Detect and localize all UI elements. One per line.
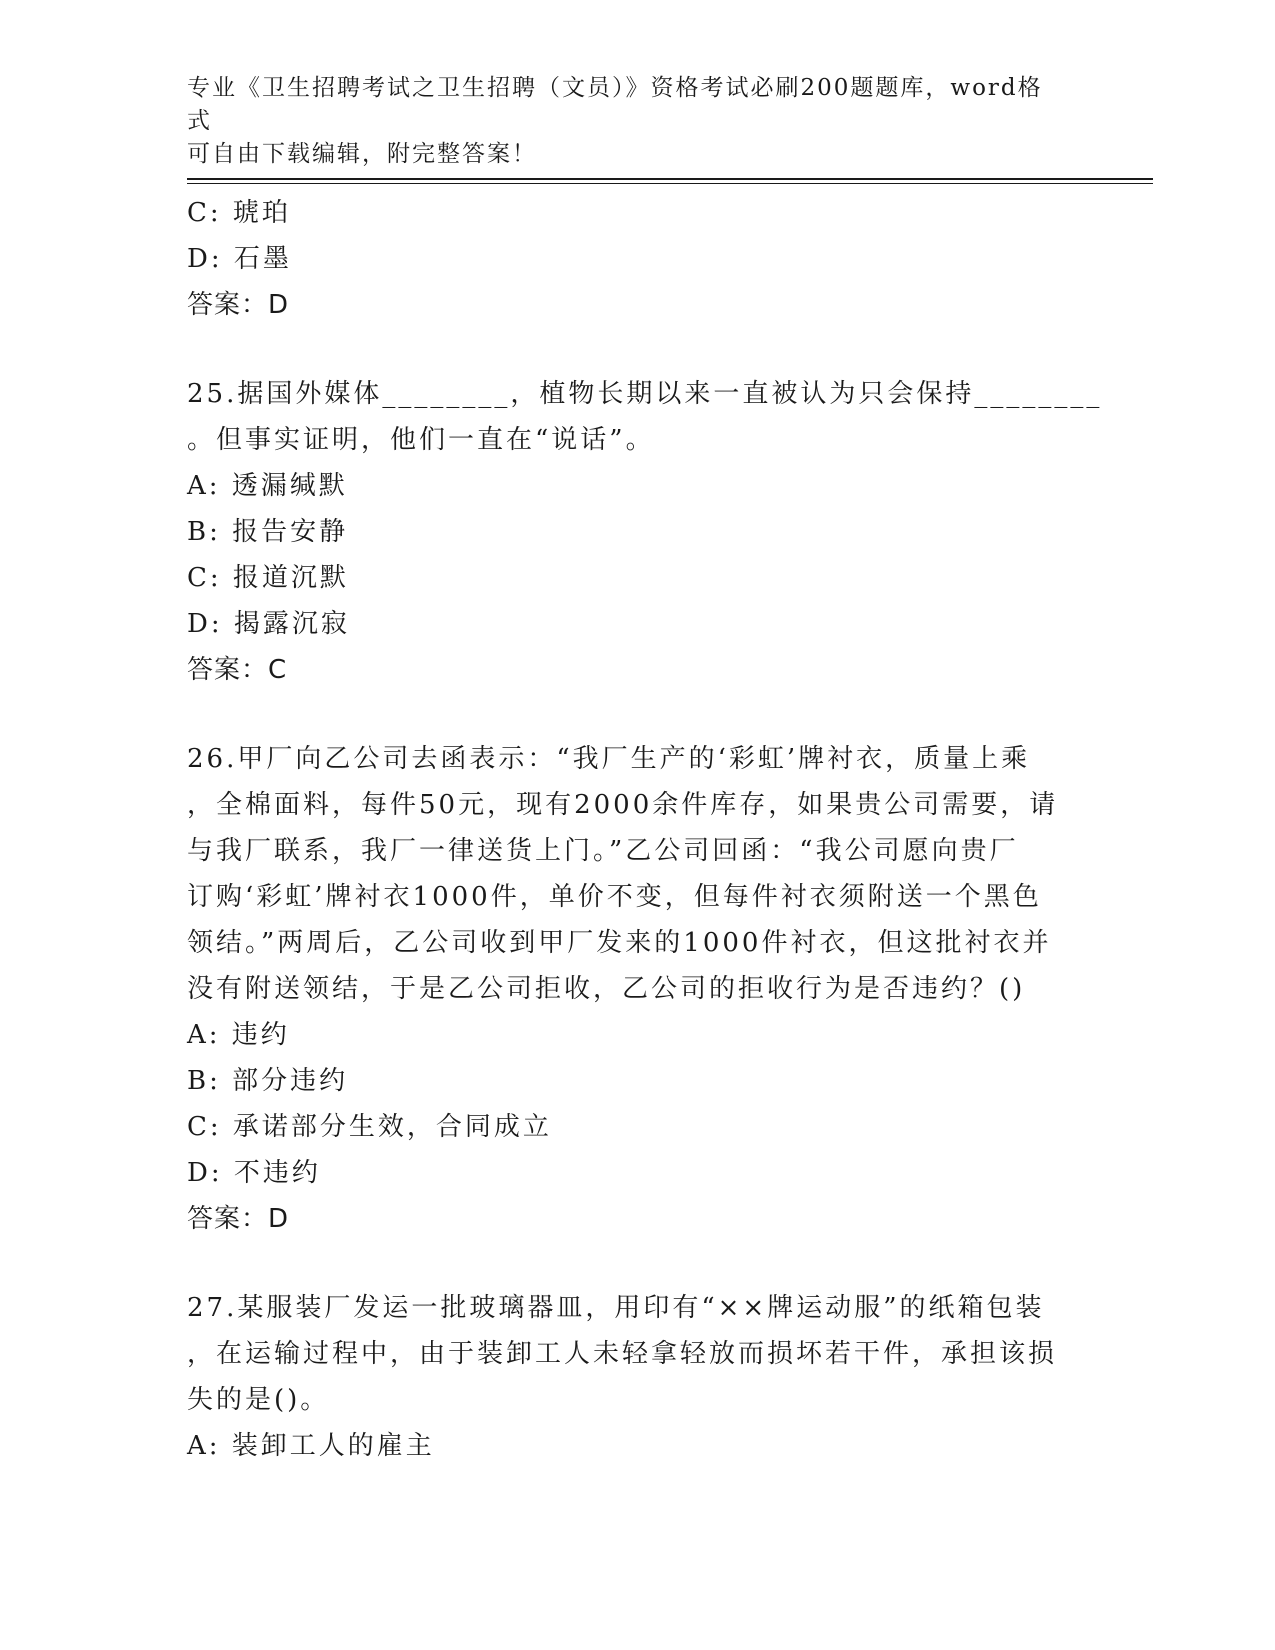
question-stem-line: ，全棉面料，每件50元，现有2000余件库存，如果贵公司需要，请: [187, 790, 1059, 820]
answer-line: 答案：D: [187, 290, 290, 320]
option-a: A: 装卸工人的雇主: [187, 1431, 435, 1461]
question-stem-line: 25.据国外媒体________，植物长期以来一直被认为只会保持________: [187, 379, 1103, 409]
option-a: A: 透漏缄默: [187, 471, 348, 501]
question-stem-line: 。但事实证明，他们一直在“说话”。: [187, 425, 655, 455]
question-content: [187, 190, 1103, 1469]
answer-line: 答案：C: [187, 655, 288, 685]
option-d: D: 不违约: [187, 1158, 321, 1188]
question-24: [187, 190, 1077, 328]
option-a: A: 违约: [187, 1020, 290, 1050]
answer-line: 答案：D: [187, 1204, 290, 1234]
spacer: [187, 1242, 1077, 1285]
option-c: C: 承诺部分生效，合同成立: [187, 1112, 552, 1142]
question-stem-line: 订购‘彩虹’牌衬衣1000件，单价不变，但每件衬衣须附送一个黑色: [187, 882, 1042, 912]
question-stem-line: 失的是()。: [187, 1385, 330, 1415]
option-d: D: 石墨: [187, 244, 292, 274]
option-c: C: 琥珀: [187, 198, 291, 228]
question-stem-line: 26.甲厂向乙公司去函表示：“我厂生产的‘彩虹’牌衬衣，质量上乘: [187, 744, 1031, 774]
question-stem-line: 与我厂联系，我厂一律送货上门。”乙公司回函：“我公司愿向贵厂: [187, 836, 1019, 866]
header-divider-thin: [187, 183, 1153, 184]
question-stem-line: ，在运输过程中，由于装卸工人未轻拿轻放而损坏若干件，承担该损: [187, 1339, 1058, 1369]
question-stem-line: 没有附送领结，于是乙公司拒收，乙公司的拒收行为是否违约？(): [187, 974, 1026, 1004]
question-25: [187, 371, 1103, 693]
document-header: [187, 72, 1067, 171]
spacer: [187, 693, 1077, 736]
option-c: C: 报道沉默: [187, 563, 349, 593]
header-title-line-2: 可自由下载编辑，附完整答案！: [187, 141, 537, 167]
spacer: [187, 328, 1077, 371]
option-b: B: 报告安静: [187, 517, 349, 547]
question-stem-line: 领结。”两周后，乙公司收到甲厂发来的1000件衬衣，但这批衬衣并: [187, 928, 1052, 958]
header-title-line-1: 专业《卫生招聘考试之卫生招聘（文员）》资格考试必刷200题题库，word格式: [187, 75, 1043, 134]
option-b: B: 部分违约: [187, 1066, 349, 1096]
option-d: D: 揭露沉寂: [187, 609, 350, 639]
question-stem-line: 27.某服装厂发运一批玻璃器皿，用印有“××牌运动服”的纸箱包装: [187, 1293, 1045, 1323]
question-27: [187, 1285, 1077, 1469]
question-26: [187, 736, 1077, 1242]
header-divider-thick: [187, 178, 1153, 180]
